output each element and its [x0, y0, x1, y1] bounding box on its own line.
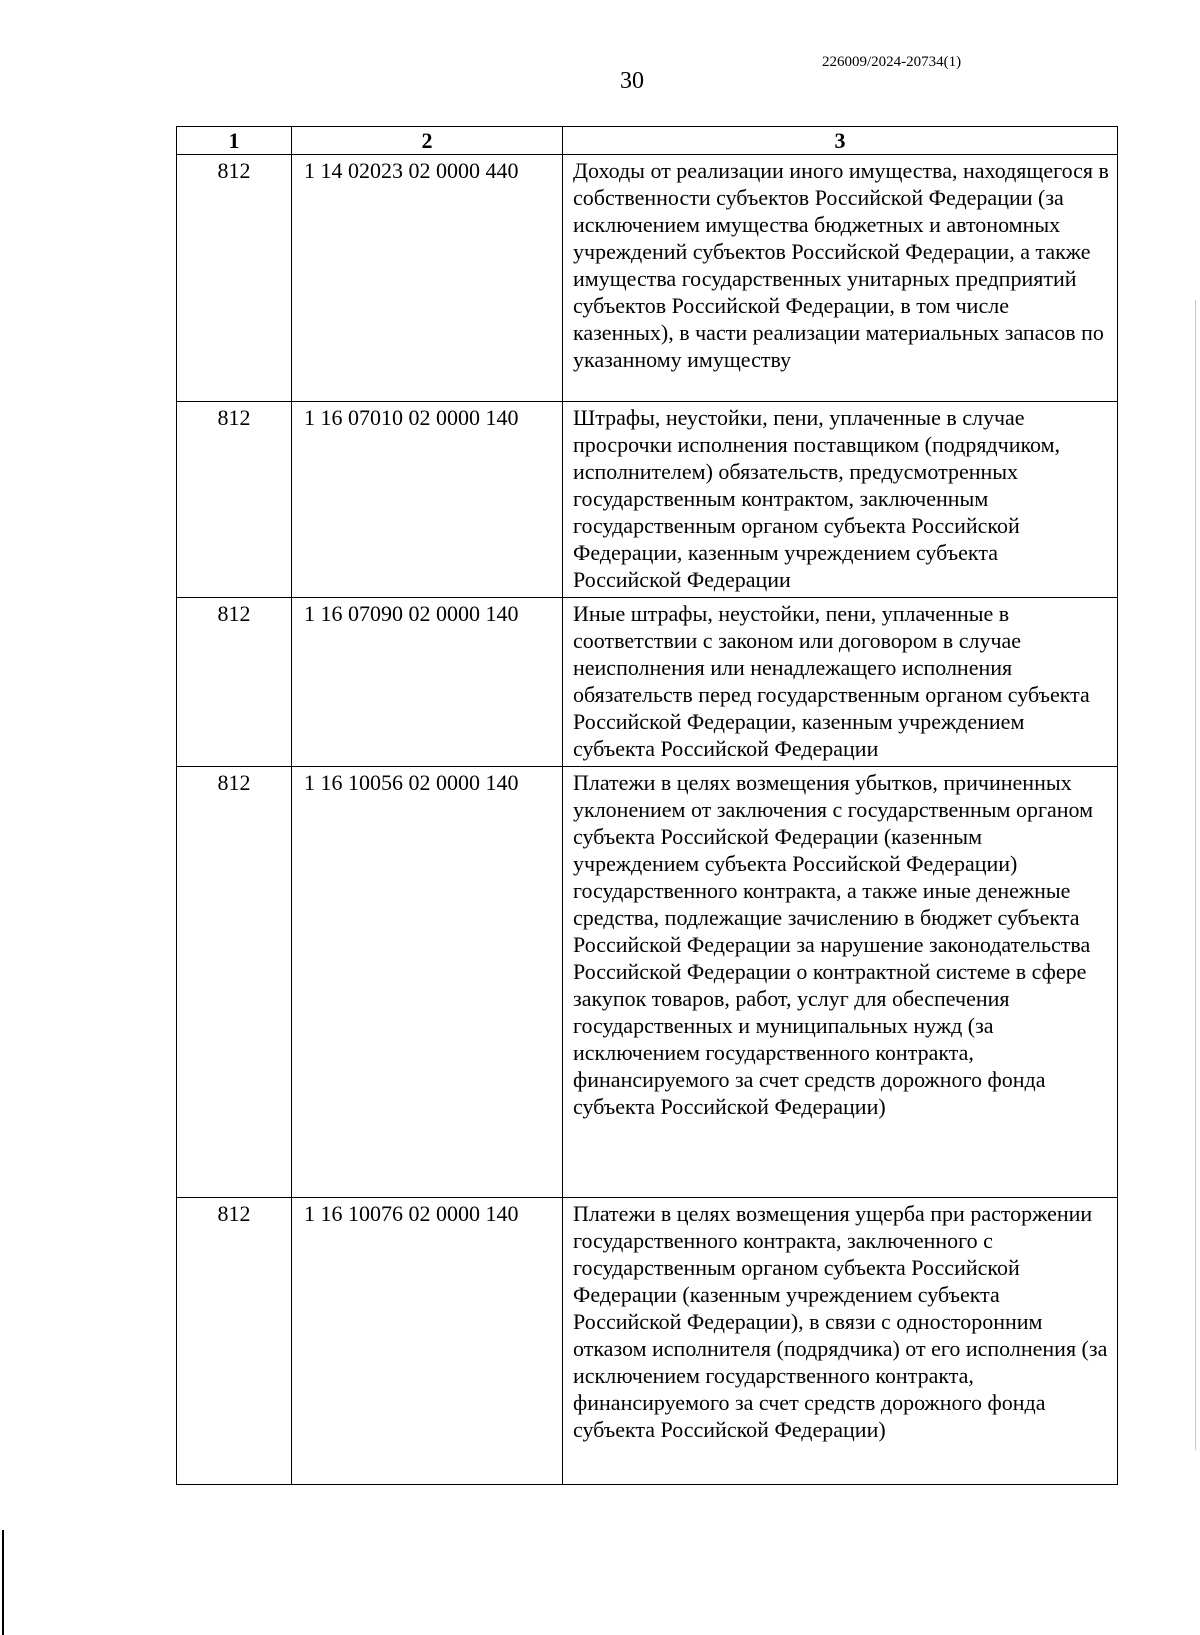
table-row	[177, 1198, 1118, 1485]
budget-codes-table	[176, 126, 1118, 1485]
admin-code-cell: 812	[177, 402, 292, 598]
scan-edge-left	[2, 1530, 4, 1635]
page-number: 30	[620, 68, 644, 94]
kbk-code-cell: 1 16 07010 02 0000 140	[292, 402, 563, 598]
document-registration-number: 226009/2024-20734(1)	[822, 54, 962, 70]
column-header-1: 1	[177, 127, 292, 155]
column-header-2: 2	[292, 127, 563, 155]
table-header	[177, 127, 1118, 155]
scan-edge-right	[1195, 300, 1196, 1450]
admin-code-cell: 812	[177, 1198, 292, 1485]
admin-code-cell: 812	[177, 767, 292, 1198]
description-cell: Штрафы, неустойки, пени, уплаченные в случае просрочки исполнения поставщиком (подрядчиком, исполнителем) обязательств, предусмотренных государственным контрактом, заключенным государственным органом субъекта Российской Федерации, казенным учреждением субъекта Российской Федерации	[563, 402, 1118, 598]
admin-code-cell: 812	[177, 155, 292, 402]
table-row	[177, 402, 1118, 598]
description-cell: Иные штрафы, неустойки, пени, уплаченные в соответствии с законом или договором в случае неисполнения или ненадлежащего исполнения обязательств перед государственным органом субъекта Российской Федерации, казенным учреждением субъекта Российской Федерации	[563, 598, 1118, 767]
header-row	[177, 127, 1118, 155]
column-header-3: 3	[563, 127, 1118, 155]
kbk-code-cell: 1 16 10076 02 0000 140	[292, 1198, 563, 1485]
kbk-code-cell: 1 16 10056 02 0000 140	[292, 767, 563, 1198]
table-body	[177, 155, 1118, 1485]
table-row	[177, 598, 1118, 767]
kbk-code-cell: 1 16 07090 02 0000 140	[292, 598, 563, 767]
table-row	[177, 767, 1118, 1198]
description-cell: Платежи в целях возмещения ущерба при расторжении государственного контракта, заключенного с государственным органом субъекта Российской Федерации (казенным учреждением субъекта Российской Федерации), в связи с односторонним отказом исполнителя (подрядчика) от его исполнения (за исключением государственного контракта, финансируемого за счет средств дорожного фонда субъекта Российской Федерации)	[563, 1198, 1118, 1485]
description-cell: Доходы от реализации иного имущества, находящегося в собственности субъектов Российской Федерации (за исключением имущества бюджетных и автономных учреждений субъектов Российской Федерации, а также имущества государственных унитарных предприятий субъектов Российской Федерации, в том числе казенных), в части реализации материальных запасов по указанному имуществу	[563, 155, 1118, 402]
description-cell: Платежи в целях возмещения убытков, причиненных уклонением от заключения с государственным органом субъекта Российской Федерации (казенным учреждением субъекта Российской Федерации) государственного контракта, а также иные денежные средства, подлежащие зачислению в бюджет субъекта Российской Федерации за нарушение законодательства Российской Федерации о контрактной системе в сфере закупок товаров, работ, услуг для обеспечения государственных и муниципальных нужд (за исключением государственного контракта, финансируемого за счет средств дорожного фонда субъекта Российской Федерации)	[563, 767, 1118, 1198]
admin-code-cell: 812	[177, 598, 292, 767]
kbk-code-cell: 1 14 02023 02 0000 440	[292, 155, 563, 402]
table-row	[177, 155, 1118, 402]
